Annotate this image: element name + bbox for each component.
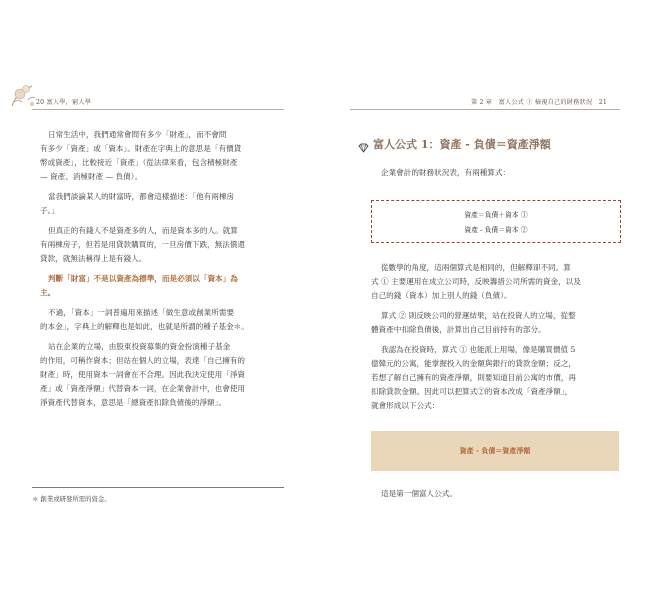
formula-1: 資產＝負債＋資本 ① <box>464 211 528 219</box>
left-line-13: 的作用，可稱作資本；但站在個人的立場，表達「自己擁有的 <box>40 356 246 365</box>
left-line-16: 淨資產代替資本，意思是「總資產扣除負債後的淨額」。 <box>40 398 227 407</box>
left-line-8: 有兩棟房子，但若是用貸款購買的，一旦房價下跌，無法償還 <box>40 240 246 249</box>
result-formula-box <box>371 431 619 471</box>
right-line-7: 億韓元的公寓，能掌握投入的金額與銀行的貸款金額；反之， <box>371 359 577 368</box>
left-line-1: 日常生活中，我們通常會問有多少「財產」，而不會問 <box>48 130 227 139</box>
formula-box <box>371 200 621 243</box>
left-line-7: 但真正的有錢人不是資產多的人，而是資本多的人。就算 <box>48 226 238 235</box>
left-line-9: 貸款，就無法稱得上是有錢人。 <box>40 254 147 263</box>
diamond-icon <box>358 138 369 148</box>
left-line-5: 當我們談論某人的財富時，都會這樣描述：「他有兩棟房 <box>48 192 235 201</box>
footnote-rule <box>32 487 284 488</box>
left-line-10: 不過，「資本」一詞普遍用來描述「做生意或創業所需要 <box>48 308 235 317</box>
left-line-6: 子。」 <box>40 206 59 215</box>
right-line-1: 從數學的角度，這兩個算式是相同的，但解釋卻不同。算 <box>381 263 571 272</box>
formula-2: 資產 - 負債＝資本 ② <box>464 226 528 234</box>
left-line-3: 幣或資產」，比較接近「資產」（從法律來看，包含積極財產 <box>40 158 238 167</box>
right-page-header: 第 2 章 富人公式 ① 檢視自己的財務狀況 21 <box>470 99 607 106</box>
left-emphasis-2: 主。 <box>40 288 56 297</box>
right-intro: 企業會計的財務狀況表，有兩種算式： <box>381 168 511 177</box>
left-line-11: 的本金」，字典上的解釋也是如此，也就是所謂的種子基金＊。 <box>40 322 249 331</box>
section-title: 富人公式 1：資產 - 負債＝資產淨額 <box>373 138 551 151</box>
right-line-8: 若想了解自己擁有的資產淨額，則要知道目前公寓的市價，再 <box>371 373 577 382</box>
right-line-3: 自己的錢（資本）加上別人的錢（負債）。 <box>371 291 512 300</box>
left-page-header: 20 富人學，窮人學 <box>36 99 92 106</box>
right-line-6: 我認為在投資時，算式 ① 也能派上用場，像是購買價值 5 <box>381 345 576 354</box>
left-line-2: 有多少「資產」或「資本」。財產在字典上的意思是「有價貨 <box>40 144 242 153</box>
right-line-5: 體資產中扣除負債後，計算出自己目前持有的部分。 <box>371 325 546 334</box>
result-formula: 資產 - 負債＝資產淨額 <box>459 446 531 455</box>
floral-ornament-icon <box>6 76 40 116</box>
right-line-4: 算式 ② 則反映公司的營運結果，站在投資人的立場，從整 <box>381 311 576 320</box>
left-emphasis-1: 判斷「財富」不是以資產為標準，而是必須以「資本」為 <box>48 274 238 283</box>
footnote: ＊ 創業或研發所需的資金。 <box>32 495 111 503</box>
left-line-14: 財產」時，使用資本一詞會在不合理。因此我決定使用「淨資 <box>40 370 246 379</box>
left-header-rule <box>32 109 284 110</box>
right-header-rule <box>350 109 620 110</box>
left-line-12: 站在企業的立場，由股東投資募集的資金扮演種子基金 <box>48 342 231 351</box>
closing-line: 這是第一個富人公式。 <box>381 489 457 498</box>
right-line-9: 扣除貸款金額。因此可以把算式②的資本改成「資產淨額」， <box>371 387 573 396</box>
right-line-10: 就會形成以下公式： <box>371 401 440 410</box>
left-line-4: — 資產、消極財產 — 負債）。 <box>40 172 143 181</box>
left-line-15: 產」或「資產淨額」代替資本一詞，在企業會計中，也會使用 <box>40 384 246 393</box>
right-line-2: 式 ① 主要運用在成立公司時，反映籌措公司所需的資金，以及 <box>371 277 581 286</box>
